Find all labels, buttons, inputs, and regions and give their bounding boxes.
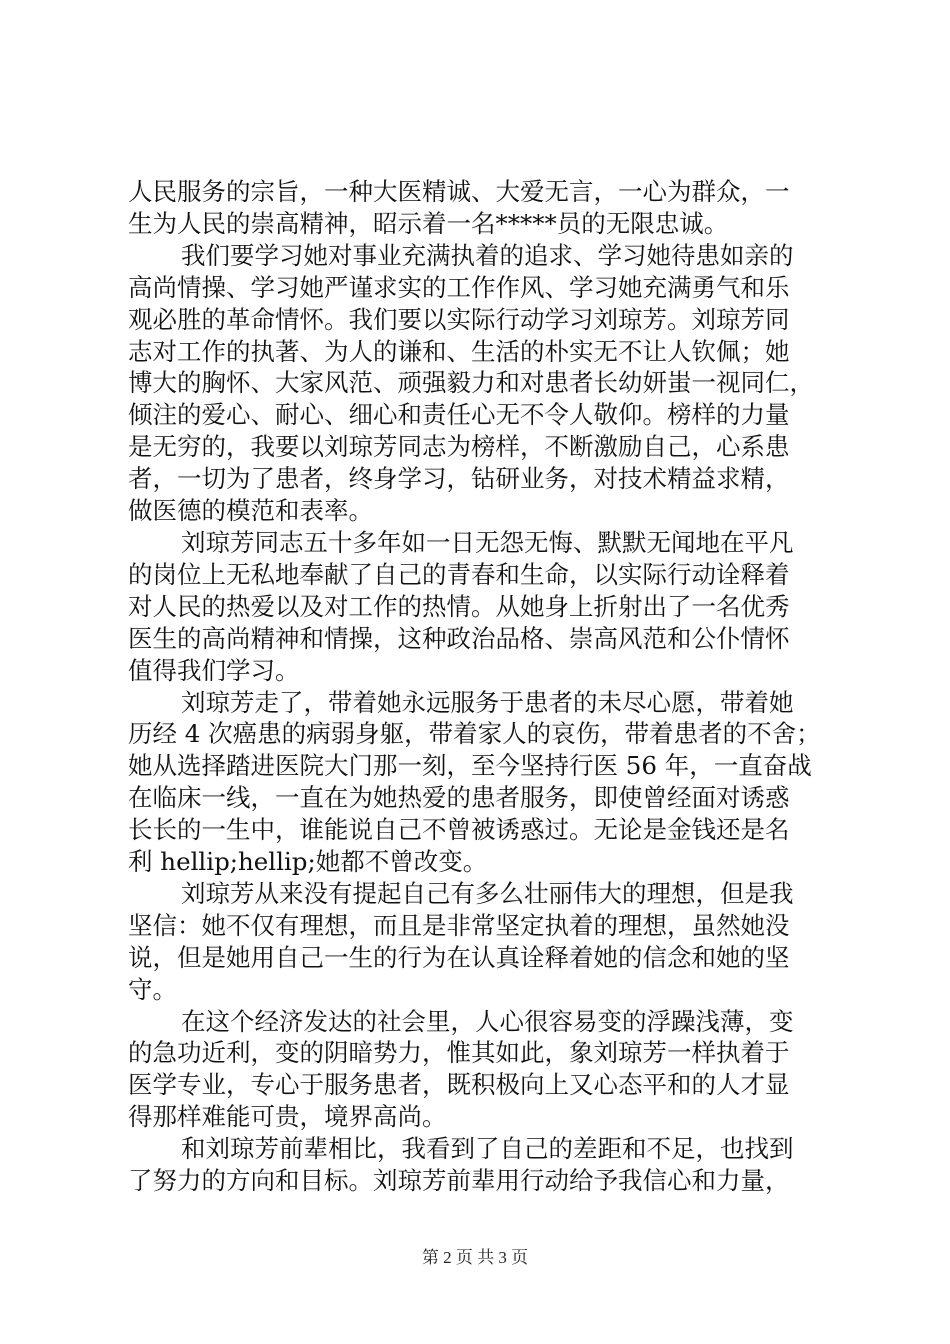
text-line: 是无穷的，我要以刘琼芳同志为榜样，不断激励自己，心系患 (128, 432, 790, 462)
text-line: 对人民的热爱以及对工作的热情。从她身上折射出了一名优秀 (128, 591, 790, 621)
text-line: 利 hellip;hellip;她都不曾改变。 (128, 847, 488, 877)
text-line: 生为人民的崇高精神，昭示着一名*****员的无限忠诚。 (128, 208, 729, 238)
text-line: 高尚情操、学习她严谨求实的工作作风、学习她充满勇气和乐 (128, 272, 790, 302)
text-line: 得那样难能可贵，境界高尚。 (128, 1102, 447, 1132)
text-line: 和刘琼芳前辈相比，我看到了自己的差距和不足，也找到 (181, 1134, 794, 1164)
text-line: 的岗位上无私地奉献了自己的青春和生命，以实际行动诠释着 (128, 559, 790, 589)
text-line: 者，一切为了患者，终身学习，钻研业务，对技术精益求精， (128, 464, 790, 494)
text-line: 在临床一线，一直在为她热爱的患者服务，即使曾经面对诱惑 (128, 783, 790, 813)
text-line: 坚信：她不仅有理想，而且是非常坚定执着的理想，虽然她没 (128, 910, 790, 940)
text-line: 医生的高尚精神和情操，这种政治品格、崇高风范和公仆情怀 (128, 623, 790, 653)
text-line: 做医德的模范和表率。 (128, 496, 373, 526)
text-line: 历经 4 次癌患的病弱身躯，带着家人的哀伤，带着患者的不舍； (128, 719, 821, 749)
document-body (128, 176, 828, 1197)
text-line: 刘琼芳走了，带着她永远服务于患者的未尽心愿，带着她 (181, 687, 794, 717)
text-line: 博大的胸怀、大家风范、顽强毅力和对患者长幼妍蚩一视同仁， (128, 368, 814, 398)
text-line: 倾注的爱心、耐心、细心和责任心无不令人敬仰。榜样的力量 (128, 400, 790, 430)
text-line: 刘琼芳同志五十多年如一日无怨无悔、默默无闻地在平凡 (181, 527, 794, 557)
page-footer: 第 2 页 共 3 页 (421, 1248, 529, 1267)
text-line: 志对工作的执著、为人的谦和、生活的朴实无不让人钦佩；她 (128, 336, 790, 366)
text-line: 值得我们学习。 (128, 655, 300, 685)
text-line: 刘琼芳从来没有提起自己有多么壮丽伟大的理想，但是我 (181, 878, 794, 908)
text-line: 了努力的方向和目标。刘琼芳前辈用行动给予我信心和力量， (128, 1166, 790, 1196)
text-line: 她从选择踏进医院大门那一刻，至今坚持行医 56 年，一直奋战 (128, 751, 812, 781)
text-line: 在这个经济发达的社会里，人心很容易变的浮躁浅薄，变 (181, 1006, 794, 1036)
text-line: 守。 (128, 974, 177, 1004)
text-line: 医学专业，专心于服务患者，既积极向上又心态平和的人才显 (128, 1070, 790, 1100)
text-line: 我们要学习她对事业充满执着的追求、学习她待患如亲的 (181, 240, 794, 270)
text-line: 长长的一生中，谁能说自己不曾被诱惑过。无论是金钱还是名 (128, 815, 790, 845)
text-line: 说，但是她用自己一生的行为在认真诠释着她的信念和她的坚 (128, 942, 790, 972)
text-line: 观必胜的革命情怀。我们要以实际行动学习刘琼芳。刘琼芳同 (128, 304, 790, 334)
text-line: 的急功近利，变的阴暗势力，惟其如此，象刘琼芳一样执着于 (128, 1038, 790, 1068)
text-line: 人民服务的宗旨，一种大医精诚、大爱无言，一心为群众，一 (128, 177, 790, 206)
